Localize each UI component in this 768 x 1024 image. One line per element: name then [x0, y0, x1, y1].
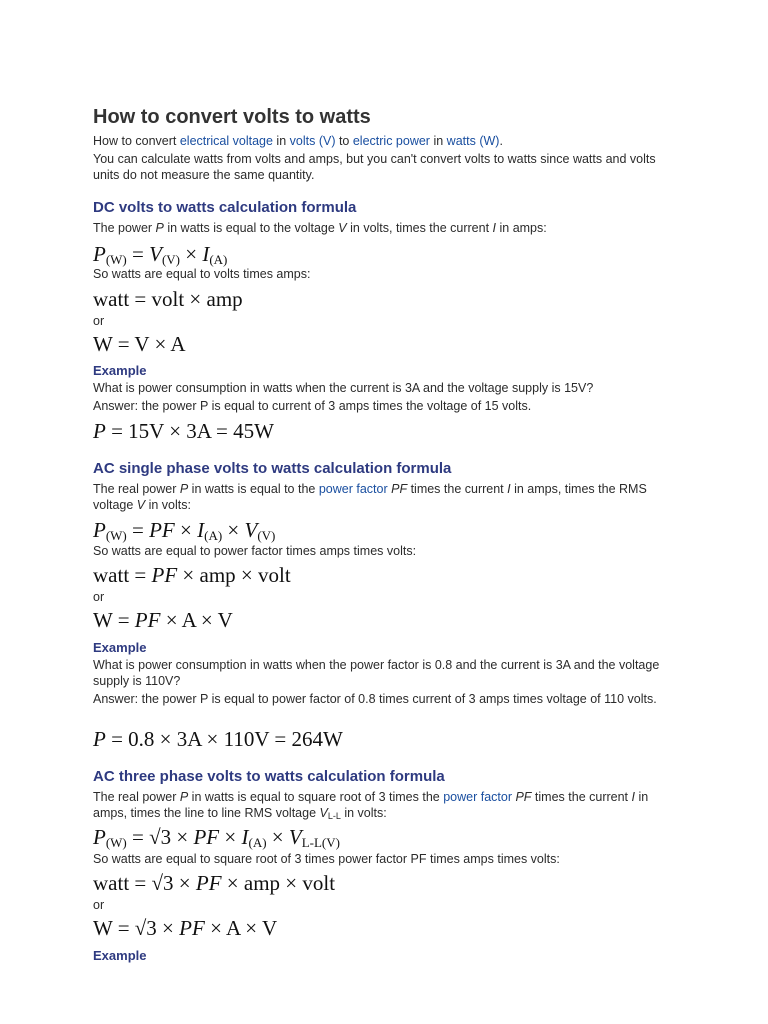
ac3-example-heading: Example: [93, 948, 147, 963]
intro-text: in: [429, 134, 447, 148]
ac1-example-heading: Example: [93, 640, 147, 655]
dc-example-question: What is power consumption in watts when the current is 3A and the voltage supply is 15V?: [93, 381, 594, 395]
intro-line-2: You can calculate watts from volts and amps, but you can't convert volts to watts since watts and volts units do not measure the same quantity.: [93, 152, 656, 182]
ac3-heading: AC three phase volts to watts calculation formula: [93, 768, 445, 785]
intro-text: in: [272, 134, 290, 148]
intro-line-1: [93, 134, 678, 150]
dc-example-formula: P = 15V × 3A = 45W: [93, 419, 274, 443]
dc-formula-watt: watt = volt × amp: [93, 287, 243, 311]
intro-text: .: [499, 134, 503, 148]
link-electrical-voltage[interactable]: electrical voltage: [179, 134, 273, 148]
dc-so-text: So watts are equal to volts times amps:: [93, 267, 311, 281]
link-power-factor[interactable]: power factor: [443, 790, 512, 804]
ac3-formula-w: W = √3 × PF × A × V: [93, 916, 278, 940]
intro-text: to: [335, 134, 353, 148]
intro-text: How to convert: [93, 134, 180, 148]
link-watts[interactable]: watts (W): [446, 134, 500, 148]
dc-or-text: or: [93, 314, 105, 328]
link-power-factor[interactable]: power factor: [318, 482, 388, 496]
link-volts[interactable]: volts (V): [289, 134, 336, 148]
ac1-heading: AC single phase volts to watts calculation formula: [93, 460, 452, 477]
ac3-description: The real power P in watts is equal to square root of 3 times the power factor PF times the current I in amps, times the line to line RMS voltage VL-L in volts:: [93, 790, 649, 821]
ac3-formula-power: $P_{(W)} = √3$ × PF × $I_{(A)} \times V_{L-L(V)}$: [93, 825, 340, 850]
ac3-formula-watt: watt = √3 × PF × amp × volt: [93, 871, 336, 895]
ac1-or-text: or: [93, 590, 105, 604]
ac1-example-answer: Answer: the power P is equal to power factor of 0.8 times current of 3 amps times voltage of 110 volts.: [93, 692, 657, 706]
dc-description: The power P in watts is equal to the voltage V in volts, times the current I in amps:: [93, 221, 547, 235]
ac3-so-text: So watts are equal to square root of 3 times power factor PF times amps times volts:: [93, 852, 560, 866]
dc-heading: DC volts to watts calculation formula: [93, 199, 357, 216]
ac1-formula-w: W = PF × A × V: [93, 608, 233, 632]
ac1-formula-power: $P_{(W)}$ = PF × $I_{(A)} \times V_{(V)}$: [93, 518, 276, 543]
dc-formula-w: W = V × A: [93, 332, 186, 356]
ac1-formula-watt: watt = PF × amp × volt: [93, 563, 291, 587]
dc-example-answer: Answer: the power P is equal to current of 3 amps times the voltage of 15 volts.: [93, 399, 532, 413]
link-electric-power[interactable]: electric power: [352, 134, 430, 148]
ac1-description: The real power P in watts is equal to the power factor PF times the current I in amps, times the RMS voltage V in volts:: [93, 482, 647, 512]
ac1-so-text: So watts are equal to power factor times amps times volts:: [93, 544, 417, 558]
page-title: How to convert volts to watts: [93, 106, 371, 128]
ac1-example-formula: P = 0.8 × 3A × 110V = 264W: [93, 727, 343, 751]
ac1-example-question: What is power consumption in watts when the power factor is 0.8 and the current is 3A and the voltage supply is 110V?: [93, 658, 660, 688]
dc-formula-power: $P_{(W)} = V_{(V)} \times I_{(A)}$: [93, 242, 228, 267]
dc-example-heading: Example: [93, 363, 147, 378]
ac3-or-text: or: [93, 898, 105, 912]
